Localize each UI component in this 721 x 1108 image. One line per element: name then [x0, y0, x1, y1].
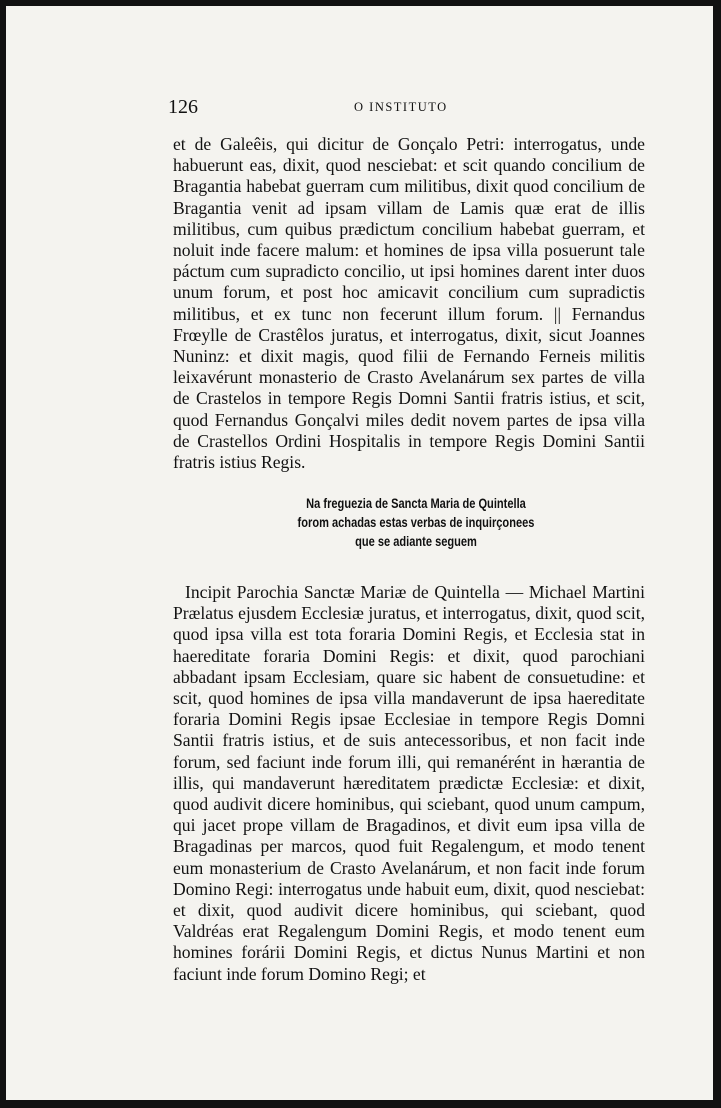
section-heading-line-3: que se adiante seguem — [355, 534, 477, 549]
page-number: 126 — [168, 96, 198, 118]
page-header — [168, 96, 648, 120]
body-text-top — [173, 134, 645, 473]
paragraph-2: Incipit Parochia Sanctæ Mariæ de Quintella — Michael Martini Prælatus ejusdem Ecclesiæ juratus, et interrogatus, dixit, quod scit, quod ipsa villa est tota foraria Domini Regis, et Ecclesia stat in haereditate foraria Domini Regis: et dixit, quod parochiani abbadant ipsam Ecclesiam, quare sic habent de consuetudine: et scit, quod homines de ipsa villa mandaverunt de ipsa haereditate foraria Domini Regis ipsae Ecclesiae in tempore Regis Domni Santii fratris istius, et de suis antecessoribus, et non facit inde forum, sed faciunt inde forum illi, qui remanérént in hærantia de illis, qui mandaverunt hæreditatem prædictæ Ecclesiæ: et dixit, quod audivit dicere hominibus, qui sciebant, quod unum campum, qui jacet prope villam de Bragadinos, et divit eum ipsa villa de Bragadinas per marcos, quod fuit Regalengum, et modo tenent eum monasterium de Crasto Avelanárum, et non facit inde forum Domino Regi: interrogatus unde habuit eum, dixit, quod nesciebat: et dixit, quod audivit dicere hominibus, qui sciebant, quod Valdréas erat Regalengum Domini Regis, et modo tenent eum homines forárii Domini Regis, et dictus Nunus Martini et non faciunt inde forum Domino Regi; et — [173, 582, 645, 984]
section-heading — [268, 494, 563, 551]
paragraph-1: et de Galeêis, qui dicitur de Gonçalo Petri: interrogatus, unde habuerunt eas, dixit, quod nesciebat: et scit quando concilium de Bragantia habebat guerram cum militibus, dixit quod concilium de Bragantia venit ad ipsam villam de Lamis quæ erat de illis militibus, cum quibus prædictum concilium habebat guerram, et noluit inde facere malum: et homines de ipsa villa posuerunt tale páctum cum supradicto concilio, ut ipsi homines darent inter duos unum forum, et post hoc amicavit concilium cum supradictis militibus, et ex tunc non fecerunt illum forum. || Fernandus Frœylle de Crastêlos juratus, et interrogatus, dixit, sicut Joannes Nuninz: et dixit magis, quod filii de Fernando Ferneis militis leixavérunt monasterio de Crasto Avelanárum sex partes de villa de Crastelos in tempore Regis Domni Santii fratris istius, et scit, quod Fernandus Gonçalvi miles dedit novem partes de ipsa villa de Crastellos Ordini Hospitalis in tempore Regis Domini Santii fratris istius Regis. — [173, 134, 645, 473]
section-heading-line-1: Na freguezia de Sancta Maria de Quintella — [306, 496, 526, 511]
document-page — [6, 6, 713, 1100]
running-title: O INSTITUTO — [354, 100, 448, 114]
section-heading-line-2: forom achadas estas verbas de inquirçonees — [297, 515, 535, 530]
body-text-bottom — [173, 582, 645, 985]
